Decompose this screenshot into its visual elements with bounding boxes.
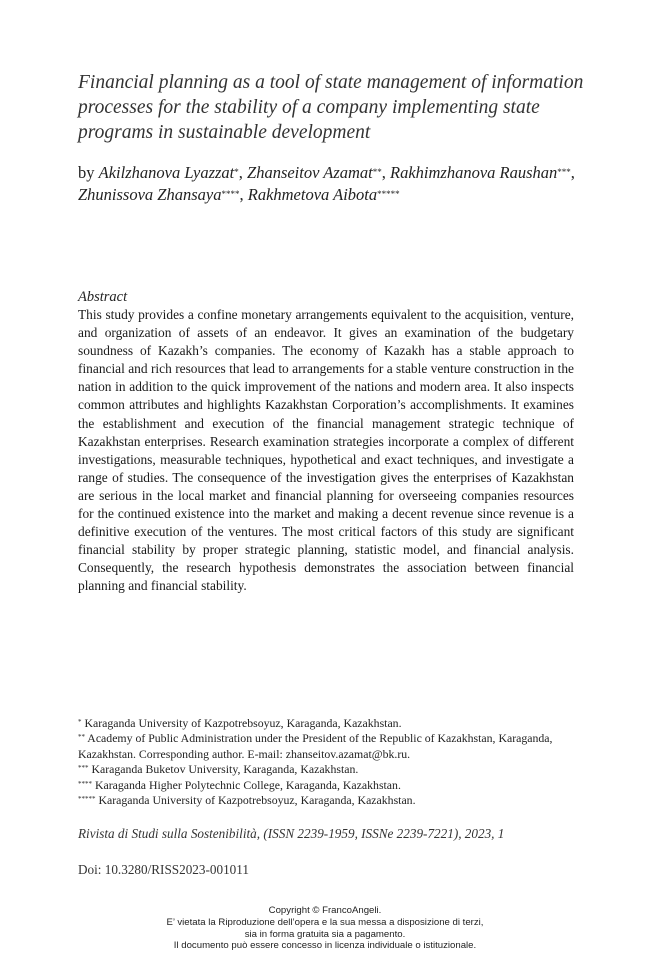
- footnote-text: Karaganda University of Kazpotrebsoyuz, Karaganda, Kazakhstan.: [95, 793, 416, 808]
- footnote-mark: ****: [78, 779, 92, 788]
- footnote: [78, 762, 578, 777]
- author-mark: *: [234, 167, 239, 177]
- doi-line: Doi: 10.3280/RISS2023-001011: [78, 862, 249, 877]
- footnote-mark: *****: [78, 795, 96, 804]
- author-separator: ,: [238, 163, 248, 182]
- footnote: [78, 731, 578, 762]
- author-separator: ,: [381, 163, 391, 182]
- copyright-line: sia in forma gratuita sia a pagamento.: [244, 928, 406, 940]
- footnote: [78, 778, 578, 793]
- author-mark: *****: [377, 189, 400, 199]
- copyright-line: Copyright © FrancoAngeli.: [268, 905, 382, 916]
- copyright-line: Il documento può essere concesso in licenza individuale o istituzionale.: [173, 940, 477, 952]
- author-2: [390, 163, 575, 182]
- footnote: [78, 716, 578, 731]
- footnote-mark: **: [78, 733, 85, 742]
- copyright-notice: [120, 905, 530, 952]
- footnote-text: Karaganda Buketov University, Karaganda, Kazakhstan.: [88, 762, 359, 777]
- author-mark: **: [372, 167, 382, 177]
- author-name: Zhanseitov Azamat: [247, 163, 373, 182]
- footnote-mark: ***: [78, 764, 89, 773]
- footnote-text: Karaganda Higher Polytechnic College, Karaganda, Kazakhstan.: [92, 777, 401, 792]
- author-mark: ****: [221, 189, 240, 199]
- author-name: Rakhimzhanova Raushan: [390, 163, 558, 182]
- footnote: [78, 793, 578, 808]
- author-name: Rakhmetova Aibota: [247, 185, 378, 204]
- abstract-text: This study provides a confine monetary arrangements equivalent to the acquisition, venture, and organization of assets of an endeavor. It gives an examination of the budgetary soundness of Kazakh’s companies. The economy of Kazakh has a stable approach to financial and rich resources that lead to arrangements for a stable venture construction in the nation in addition to the quick improvement of the nations and modern area. It also inspects common attributes and highlights Kazakhstan Corporation’s accomplishments. It examines the establishment and execution of the financial management strategic technique of Kazakhstan enterprises. Research examination strategies incorporate a complex of different investigations, measurable techniques, hypothetical and exact techniques, and investigate a range of studies. The consequence of the investigation gives the enterprises of Kazakhstan are serious in the local market and financial planning for overseeing companies resources for the continued existence into the market and making a decent revenue since revenue is a definitive execution of the ventures. The most critical factors of this study are significant financial stability by proper strategic planning, statistic model, and financial analysis. Consequently, the research hypothesis demonstrates the association between financial planning and financial stability.: [78, 307, 574, 594]
- author-separator: ,: [570, 163, 575, 182]
- footnotes: [78, 716, 578, 808]
- by-label: by: [78, 163, 95, 182]
- footnote-text: Karaganda University of Kazpotrebsoyuz, Karaganda, Kazakhstan.: [81, 716, 402, 730]
- paper-title: Financial planning as a tool of state management of information processes for the stability of a company implementing state programs in sustainable development: [78, 72, 584, 143]
- author-line: [78, 162, 598, 206]
- footnote-mark: *: [78, 718, 82, 726]
- author-name: Zhunissova Zhansaya: [78, 185, 222, 204]
- footnote-text: Academy of Public Administration under the President of the Republic of Kazakhstan, Karaganda, Kazakhstan. Corresponding author. E-mail: zhanseitov.azamat@bk.ru.: [78, 731, 553, 761]
- journal-citation: Rivista di Studi sulla Sostenibilità, (ISSN 2239-1959, ISSNe 2239-7221), 2023, 1: [78, 826, 505, 841]
- author-name: Akilzhanova Lyazzat: [98, 163, 235, 182]
- author-0: [99, 163, 247, 182]
- abstract-heading: Abstract: [78, 289, 128, 305]
- author-3: [78, 185, 248, 204]
- copyright-line: E’ vietata la Riproduzione dell’opera e la sua messa a disposizione di terzi,: [166, 916, 484, 928]
- author-mark: ***: [557, 167, 571, 177]
- author-1: [247, 163, 390, 182]
- author-separator: ,: [239, 185, 248, 204]
- author-4: [248, 185, 400, 204]
